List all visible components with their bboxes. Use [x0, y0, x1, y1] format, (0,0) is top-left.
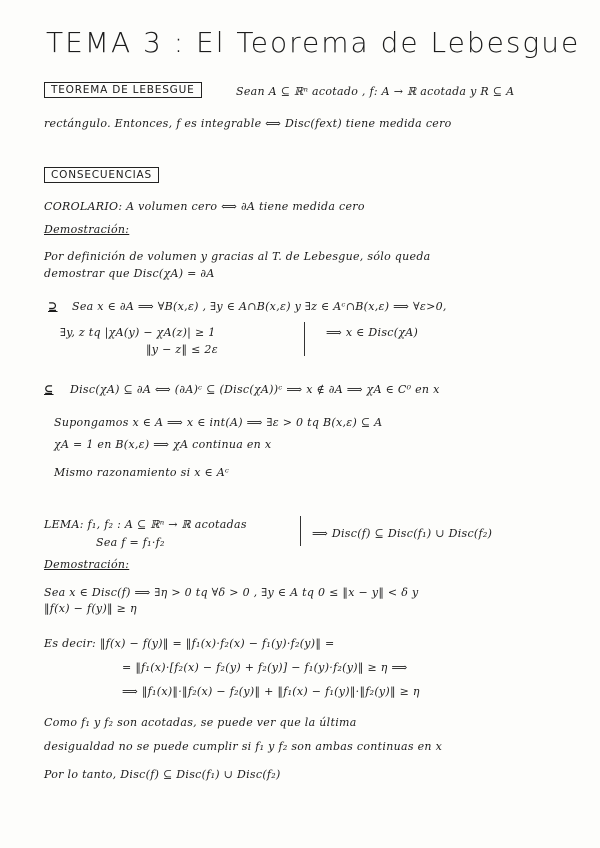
subset-line-4: Mismo razonamiento si x ∈ Aᶜ	[54, 466, 230, 479]
lemma-statement-2: Sea f = f₁·f₂	[96, 536, 165, 549]
theorem-box: TEOREMA DE LEBESGUE	[44, 82, 202, 98]
corollary-intro-1: Por definición de volumen y gracias al T. de Lebesgue, sólo queda	[44, 250, 431, 263]
subset-line-2: Supongamos x ∈ A ⟹ x ∈ int(A) ⟹ ∃ε > 0 tq B(x,ε) ⊆ A	[54, 416, 383, 429]
consequences-box: CONSECUENCIAS	[44, 167, 159, 183]
corollary-statement: COROLARIO: A volumen cero ⟺ ∂A tiene medida cero	[44, 200, 365, 213]
brace	[304, 322, 305, 356]
lemma-proof-line-2: ‖f(x) − f(y)‖ ≥ η	[44, 602, 137, 615]
lemma-demo-heading: Demostración:	[44, 558, 130, 571]
lemma-conclusion-1: Como f₁ y f₂ son acotadas, se puede ver que la última	[44, 716, 357, 729]
brace	[300, 516, 301, 546]
lemma-equation-2: = ‖f₁(x)·[f₂(x) − f₂(y) + f₂(y)] − f₁(y)·f₂(y)‖ ≥ η ⟹	[122, 661, 408, 674]
lemma-statement-1: LEMA: f₁, f₂ : A ⊆ ℝⁿ → ℝ acotadas	[44, 518, 247, 531]
superset-label: ⊇	[48, 300, 58, 313]
superset-line-2c: ⟹ x ∈ Disc(χA)	[326, 326, 419, 339]
lemma-equation-1: Es decir: ‖f(x) − f(y)‖ = ‖f₁(x)·f₂(x) − f₁(y)·f₂(y)‖ =	[44, 637, 335, 650]
subset-line-3: χA = 1 en B(x,ε) ⟹ χA continua en x	[54, 438, 272, 451]
corollary-intro-2: demostrar que Disc(χA) = ∂A	[44, 267, 215, 280]
lemma-statement-3: ⟹ Disc(f) ⊆ Disc(f₁) ∪ Disc(f₂)	[312, 527, 493, 540]
lemma-conclusion-2: desigualdad no se puede cumplir si f₁ y f₂ son ambas continuas en x	[44, 740, 443, 753]
subset-label: ⊆	[44, 383, 54, 396]
superset-line-2a: ∃y, z tq |χA(y) − χA(z)| ≥ 1	[60, 326, 216, 339]
superset-line-1: Sea x ∈ ∂A ⟹ ∀B(x,ε) , ∃y ∈ A∩B(x,ε) y ∃z ∈ Aᶜ∩B(x,ε) ⟹ ∀ε>0,	[72, 300, 447, 313]
subset-line-1: Disc(χA) ⊆ ∂A ⟺ (∂A)ᶜ ⊆ (Disc(χA))ᶜ ⟹ x ∉ ∂A ⟹ χA ∈ C⁰ en x	[70, 383, 440, 396]
corollary-demo-heading: Demostración:	[44, 223, 130, 236]
lemma-equation-3: ⟹ ‖f₁(x)‖·‖f₂(x) − f₂(y)‖ + ‖f₁(x) − f₁(y)‖·‖f₂(y)‖ ≥ η	[122, 685, 420, 698]
page-title: TEMA 3 : El Teorema de Lebesgue	[46, 26, 581, 59]
lemma-proof-line-1: Sea x ∈ Disc(f) ⟹ ∃η > 0 tq ∀δ > 0 , ∃y ∈ A tq 0 ≤ ‖x − y‖ < δ y	[44, 586, 419, 599]
lemma-conclusion-3: Por lo tanto, Disc(f) ⊆ Disc(f₁) ∪ Disc(f₂)	[44, 768, 281, 781]
superset-line-2b: ‖y − z‖ ≤ 2ε	[146, 343, 218, 356]
theorem-line-1: Sean A ⊆ ℝⁿ acotado , f: A → ℝ acotada y R ⊆ A	[236, 85, 515, 98]
theorem-line-2: rectángulo. Entonces, f es integrable ⟺ Disc(fext) tiene medida cero	[44, 117, 452, 130]
